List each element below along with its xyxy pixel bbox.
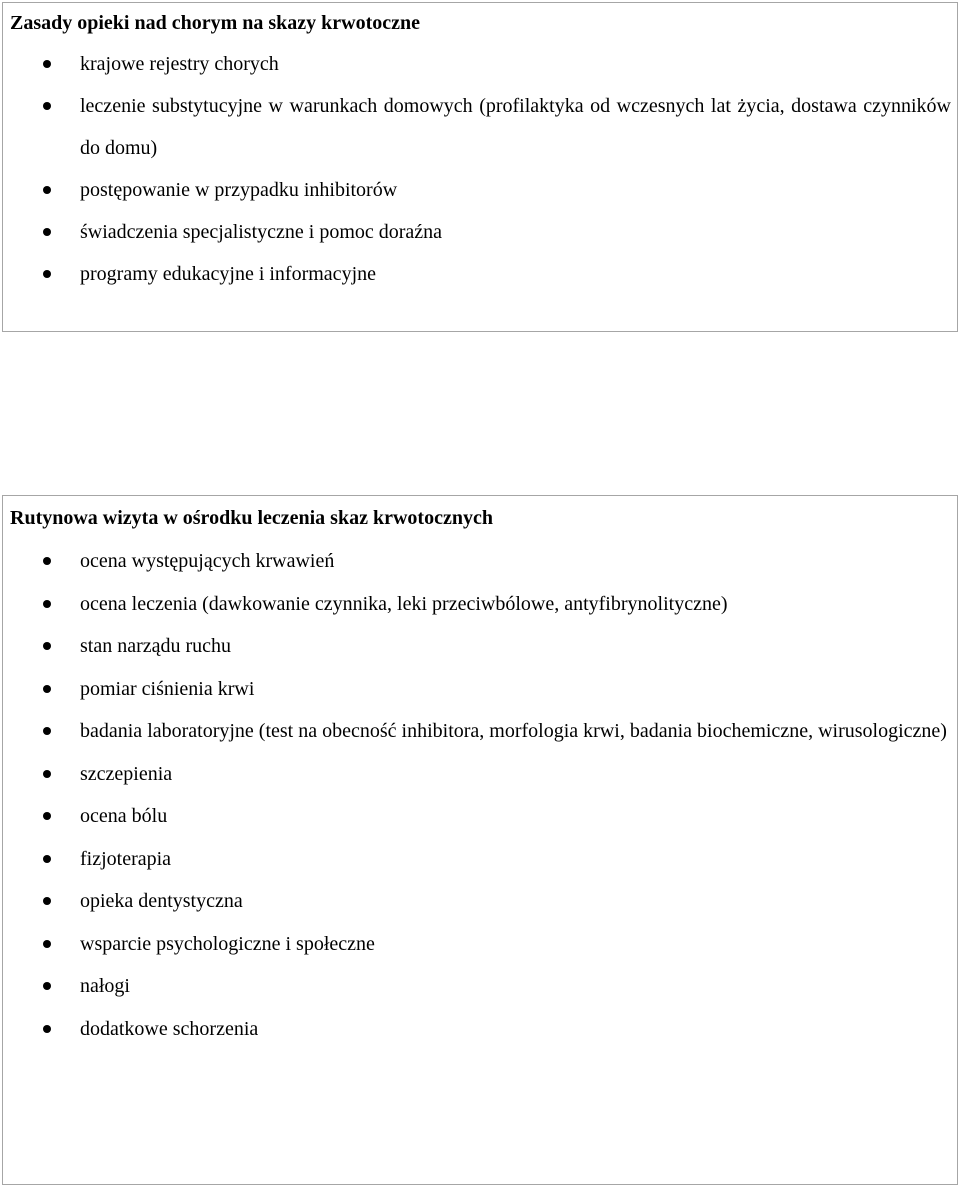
- list-item-text: nałogi: [80, 975, 130, 997]
- list-item: [3, 211, 957, 253]
- list-item: [3, 965, 957, 1008]
- list-item-text: badania laboratoryjne (test na obecność inhibitora, morfologia krwi, badania biochemiczne, wirusologiczne): [80, 720, 947, 742]
- bullet-icon: [43, 770, 51, 778]
- routine-visit-title: Rutynowa wizyta w ośrodku leczenia skaz krwotocznych: [10, 507, 493, 529]
- list-item-text: opieka dentystyczna: [80, 890, 243, 912]
- list-item: [3, 583, 957, 626]
- bullet-icon: [43, 1025, 51, 1033]
- list-item-text: stan narządu ruchu: [80, 635, 232, 657]
- bullet-icon: [43, 642, 51, 650]
- list-item: [3, 923, 957, 966]
- list-item-text: krajowe rejestry chorych: [80, 53, 279, 75]
- list-item: [3, 169, 957, 211]
- list-item: [3, 43, 957, 85]
- care-principles-title: Zasady opieki nad chorym na skazy krwotoczne: [10, 12, 421, 34]
- bullet-icon: [43, 727, 51, 735]
- care-principles-box: [2, 2, 958, 332]
- list-item-text: leczenie substytucyjne w warunkach domowych (profilaktyka od wczesnych lat życia, dostawa czynników do domu): [80, 95, 951, 159]
- list-item-text: postępowanie w przypadku inhibitorów: [80, 179, 398, 201]
- list-item-text: wsparcie psychologiczne i społeczne: [80, 932, 375, 955]
- list-item-text: ocena występujących krwawień: [80, 550, 335, 572]
- list-item-text: szczepienia: [80, 762, 173, 785]
- list-item-text: dodatkowe schorzenia: [80, 1017, 259, 1040]
- bullet-icon: [43, 982, 51, 990]
- list-item: [3, 668, 957, 711]
- routine-visit-list: [3, 540, 957, 1050]
- bullet-icon: [43, 228, 51, 236]
- bullet-icon: [43, 897, 51, 905]
- list-item: [3, 838, 957, 881]
- bullet-icon: [43, 600, 51, 608]
- list-item: [3, 540, 957, 583]
- list-item-text: ocena bólu: [80, 805, 168, 827]
- list-item: [3, 1008, 957, 1051]
- list-item-text: świadczenia specjalistyczne i pomoc doraźna: [80, 221, 443, 243]
- routine-visit-box: [2, 495, 958, 1185]
- list-item: [3, 880, 957, 923]
- bullet-icon: [43, 186, 51, 194]
- list-item-text: ocena leczenia (dawkowanie czynnika, leki przeciwbólowe, antyfibrynolityczne): [80, 592, 728, 615]
- bullet-icon: [43, 855, 51, 863]
- bullet-icon: [43, 685, 51, 693]
- bullet-icon: [43, 270, 51, 278]
- list-item-text: fizjoterapia: [80, 847, 172, 870]
- list-item: [3, 795, 957, 838]
- bullet-icon: [43, 60, 51, 68]
- list-item-text: pomiar ciśnienia krwi: [80, 677, 255, 700]
- list-item: [3, 710, 957, 753]
- care-principles-list: [3, 43, 957, 295]
- bullet-icon: [43, 102, 51, 110]
- bullet-icon: [43, 812, 51, 820]
- list-item: [3, 253, 957, 295]
- bullet-icon: [43, 557, 51, 565]
- list-item: [3, 625, 957, 668]
- list-item-text: programy edukacyjne i informacyjne: [80, 263, 376, 285]
- bullet-icon: [43, 940, 51, 948]
- list-item: [3, 85, 957, 169]
- list-item: [3, 753, 957, 796]
